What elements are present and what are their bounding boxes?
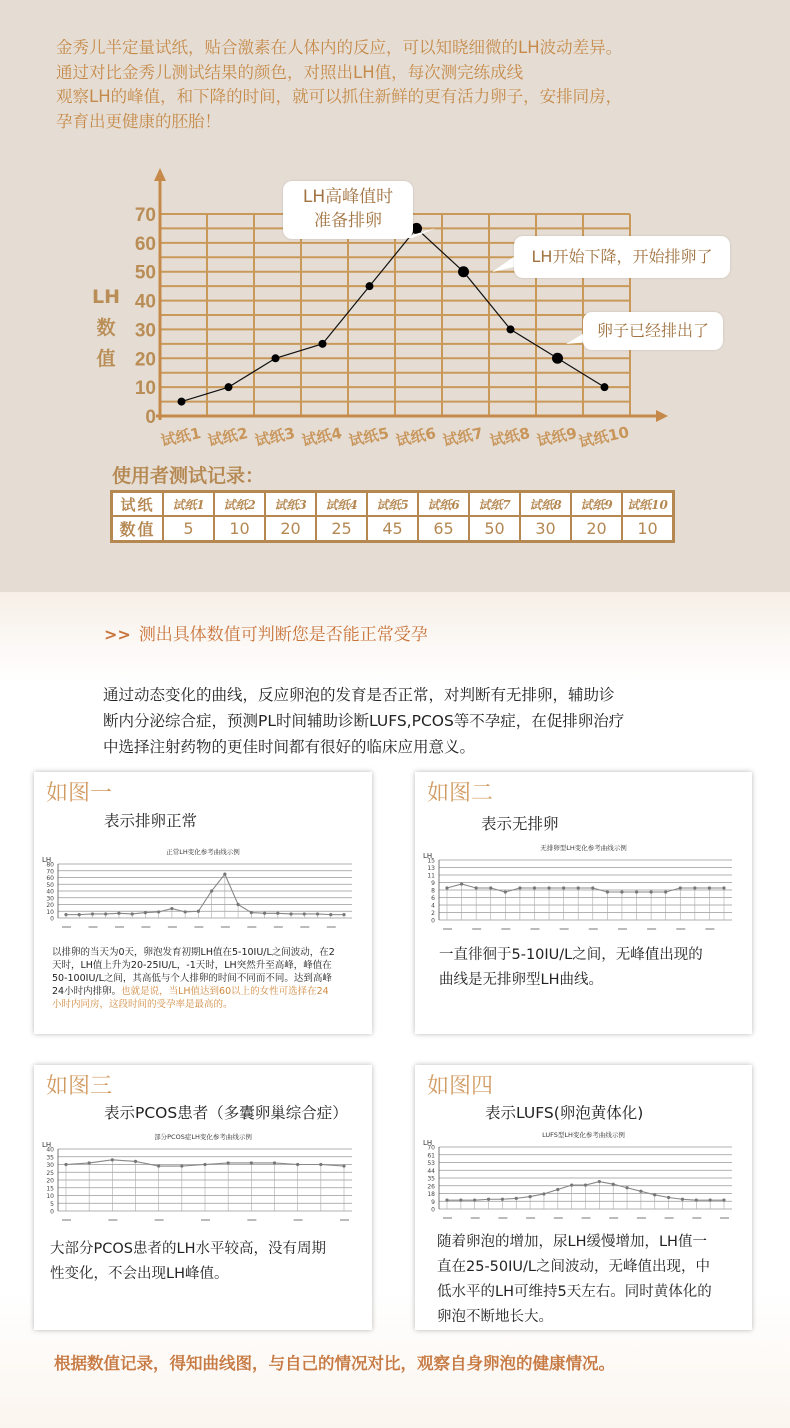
mini-x-tick	[443, 1217, 452, 1219]
mini-y-tick: 4	[431, 902, 435, 910]
mini-y-tick: 2	[431, 910, 435, 917]
data-point	[178, 398, 186, 406]
mini-point	[134, 1160, 137, 1163]
mini-y-tick: 30	[46, 1162, 54, 1169]
intro-text	[56, 36, 756, 134]
mini-x-tick	[720, 1217, 729, 1219]
card-lufs	[415, 1065, 752, 1330]
record-cell: 试纸5	[367, 492, 418, 516]
record-row-label: 试纸	[112, 492, 163, 516]
mini-point	[695, 1199, 698, 1202]
mini-point	[296, 1163, 299, 1166]
mini-x-tick	[141, 926, 150, 928]
mini-point	[722, 886, 725, 889]
card-text: 随着卵泡的增加，尿LH缓慢增加，LH值一 直在25-50IU/L之间波动，无峰值出现，中 低水平的LH可维持5天左右。同时黄体化的 卵泡不断地长大。	[437, 1234, 712, 1325]
x-axis-arrow	[656, 410, 668, 422]
mini-y-tick: 0	[431, 917, 435, 925]
y-tick-label: 0	[145, 407, 156, 428]
mini-x-tick	[705, 928, 714, 930]
data-point	[601, 383, 609, 391]
x-tick-label: 试纸10	[577, 422, 631, 452]
mini-x-tick	[676, 928, 685, 930]
mini-point	[529, 1195, 532, 1198]
intro-line: 通过对比金秀儿测试结果的颜色，对照出LH值，每次测完练成线	[56, 62, 524, 82]
mini-x-tick	[665, 1217, 674, 1219]
mini-point	[533, 886, 536, 889]
mini-point	[316, 912, 319, 915]
mini-point	[236, 903, 239, 906]
mini-point	[227, 1161, 230, 1164]
highlight-text: 小时内同房，这段时间的受孕率是最高的。	[52, 999, 233, 1010]
mini-point	[197, 910, 200, 913]
card-no-ovulation	[415, 772, 752, 1034]
mini-point	[445, 1199, 448, 1202]
record-value: 45	[367, 516, 418, 541]
mini-x-tick	[108, 1219, 117, 1221]
mini-x-tick	[609, 1217, 618, 1219]
mini-point	[547, 886, 550, 889]
mini-y-tick: 26	[427, 1183, 435, 1191]
mini-point	[250, 911, 253, 914]
intro-line: 金秀儿半定量试纸，贴合激素在人体内的反应，可以知晓细微的LH波动差异。	[56, 38, 623, 57]
mini-y-tick: 18	[427, 1191, 435, 1198]
mini-x-tick	[554, 1217, 563, 1219]
mini-x-tick	[498, 1217, 507, 1219]
desc-line: 中选择注射药物的更佳时间都有很好的临床应用意义。	[103, 738, 476, 756]
mini-point	[562, 886, 565, 889]
x-tick-label: 试纸1	[159, 424, 203, 451]
mini-point	[223, 873, 226, 876]
mini-y-tick: 80	[46, 861, 54, 869]
mini-point	[667, 1196, 670, 1199]
record-cell: 试纸1	[163, 492, 214, 516]
y-tick-label: 20	[134, 349, 156, 371]
footer-text: 根据数值记录，得知曲线图，与自己的情况对比，观察自身卵泡的健康情况。	[54, 1354, 615, 1373]
record-table	[110, 490, 675, 543]
record-value: 10	[622, 516, 673, 541]
x-tick-label: 试纸7	[441, 424, 485, 451]
mini-x-tick	[88, 926, 97, 928]
mini-y-tick: 15	[46, 1185, 54, 1193]
mini-chart-title: 无排卵型LH变化参考曲线示例	[540, 844, 627, 852]
mini-y-tick: 11	[427, 872, 435, 880]
desc-line: 通过动态变化的曲线，反应卵泡的发育是否正常，对判断有无排卵，辅助诊	[103, 686, 615, 704]
y-axis-arrow	[154, 168, 166, 181]
record-cell: 试纸9	[571, 492, 622, 516]
mini-x-tick	[340, 1219, 349, 1221]
mini-point	[577, 886, 580, 889]
mini-point	[210, 889, 213, 892]
mini-point	[606, 890, 609, 893]
mini-x-tick	[637, 1217, 646, 1219]
mini-point	[591, 886, 594, 889]
data-point	[319, 340, 327, 348]
mini-y-tick: 20	[46, 902, 54, 909]
mini-point	[117, 912, 120, 915]
mini-point	[487, 1198, 490, 1201]
mini-point	[518, 886, 521, 889]
y-axis-label: LH 数 值	[91, 286, 120, 370]
mini-y-tick: 9	[431, 880, 435, 887]
card-pcos	[34, 1065, 372, 1330]
mini-point	[475, 886, 478, 889]
mini-y-tick: 9	[431, 1198, 435, 1206]
mini-x-tick	[472, 928, 481, 930]
desc-line: 断内分泌综合症，预测PL时间辅助诊断LUFS,PCOS等不孕症，在促排卵治疗	[103, 712, 625, 730]
annotation-peak: LH高峰值时 准备排卵	[283, 181, 413, 239]
mini-point	[276, 912, 279, 915]
card-text: 大部分PCOS患者的LH水平较高，没有周期 性变化，不会出现LH峰值。	[50, 1241, 326, 1282]
mini-point	[504, 890, 507, 893]
mini-y-tick: 61	[427, 1152, 435, 1160]
x-tick-label: 试纸2	[206, 424, 250, 451]
mini-y-tick: 8	[431, 887, 435, 895]
mini-y-tick: 15	[427, 857, 435, 865]
mini-x-tick	[471, 1217, 480, 1219]
mini-y-tick: 35	[46, 1154, 54, 1162]
mini-x-tick	[62, 926, 71, 928]
data-point	[272, 354, 280, 362]
card-subtitle: 表示LUFS(卵泡黄体化)	[485, 1104, 644, 1122]
mini-y-tick: 44	[427, 1167, 435, 1175]
mini-y-tick: 70	[427, 1144, 435, 1152]
record-value: 50	[469, 516, 520, 541]
record-cell: 试纸4	[316, 492, 367, 516]
record-row-values	[112, 516, 673, 541]
mini-chart	[34, 844, 372, 940]
mini-chart-title: 部分PCOS症LH变化参考曲线示例	[154, 1133, 252, 1141]
x-tick-label: 试纸3	[253, 424, 297, 451]
mini-series-line	[66, 874, 344, 915]
mini-y-tick: 25	[46, 1169, 54, 1177]
mini-point	[131, 912, 134, 915]
mini-point	[620, 890, 623, 893]
mini-point	[501, 1198, 504, 1201]
mini-x-tick	[274, 926, 283, 928]
record-row-label: 数值	[112, 516, 163, 541]
mini-point	[157, 1164, 160, 1167]
mini-x-tick	[560, 928, 569, 930]
mini-y-tick: 0	[431, 1206, 435, 1214]
mini-point	[184, 910, 187, 913]
mini-point	[445, 886, 448, 889]
mini-y-tick: 60	[46, 875, 54, 882]
intro-line: 观察LH的峰值，和下降的时间，就可以抓住新鲜的更有活力卵子，安排同房，	[56, 87, 623, 106]
mini-point	[650, 890, 653, 893]
mini-y-tick: 0	[50, 915, 54, 923]
mini-x-tick	[618, 928, 627, 930]
card-text: 一直徘徊于5-10IU/L之间，无峰值出现的 曲线是无排卵型LH曲线。	[439, 947, 703, 988]
mini-point	[489, 886, 492, 889]
mini-x-tick	[247, 926, 256, 928]
x-tick-label: 试纸8	[488, 424, 532, 451]
mini-y-label: LH	[423, 1139, 433, 1147]
mini-point	[180, 1164, 183, 1167]
mini-y-tick: 10	[46, 908, 54, 916]
mini-point	[722, 1199, 725, 1202]
mini-y-label: LH	[42, 1141, 52, 1149]
record-cell: 试纸7	[469, 492, 520, 516]
mini-x-tick	[300, 926, 309, 928]
data-point	[366, 282, 374, 290]
mini-point	[542, 1192, 545, 1195]
mini-point	[329, 913, 332, 916]
mini-x-tick	[692, 1217, 701, 1219]
mini-chart-title: LUFS型LH变化参考曲线示例	[542, 1131, 625, 1139]
mini-y-tick: 35	[427, 1175, 435, 1183]
record-value: 5	[163, 516, 214, 541]
mini-x-tick	[115, 926, 124, 928]
mini-point	[679, 886, 682, 889]
mini-point	[319, 1163, 322, 1166]
card-subtitle: 表示排卵正常	[104, 812, 198, 830]
x-tick-label: 试纸6	[394, 424, 438, 451]
mini-point	[708, 886, 711, 889]
section-title-text: 测出具体数值可判断您是否能正常受孕	[138, 625, 428, 645]
mini-point	[556, 1188, 559, 1191]
mini-point	[144, 911, 147, 914]
mini-point	[111, 1158, 114, 1161]
card-title: 如图三	[46, 1074, 113, 1099]
mini-x-tick	[443, 928, 452, 930]
double-arrow-icon: >>	[104, 625, 131, 644]
mini-x-tick	[327, 926, 336, 928]
x-tick-label: 试纸5	[347, 424, 391, 451]
record-cell: 试纸8	[520, 492, 571, 516]
record-value: 20	[571, 516, 622, 541]
card-subtitle: 表示无排卵	[481, 815, 559, 833]
y-tick-label: 40	[134, 291, 156, 313]
mini-y-tick: 10	[46, 1193, 54, 1200]
y-tick-label: 10	[134, 378, 156, 400]
mini-x-tick	[526, 1217, 535, 1219]
annotation-decline: LH开始下降，开始排卵了	[514, 236, 730, 278]
mini-point	[78, 913, 81, 916]
card-subtitle: 表示PCOS患者（多囊卵巢综合症）	[104, 1104, 348, 1122]
mini-point	[64, 913, 67, 916]
mini-point	[515, 1197, 518, 1200]
mini-y-tick: 6	[431, 895, 435, 902]
mini-y-tick: 53	[427, 1160, 435, 1167]
mini-x-tick	[168, 926, 177, 928]
card-text: 以排卵的当天为0天，卵泡发育初期LH值在5-10IU/L之间波动，在2 天时，LH值上升为20-25IU/L，-1天时，LH突然升至高峰，峰值在 50-100IU/L之间，其高低与个人排卵的时间不同而不同。达到高峰 24小时内排卵。也就是说，当LH值达到60以上的女性可选择在24 小时内同房，这段时间的受孕率是最高的。	[52, 947, 335, 1010]
mini-point	[584, 1183, 587, 1186]
mini-point	[342, 913, 345, 916]
data-point	[507, 325, 515, 333]
mini-point	[91, 912, 94, 915]
mini-point	[157, 910, 160, 913]
record-value: 25	[316, 516, 367, 541]
mini-x-tick	[501, 928, 510, 930]
mini-point	[88, 1161, 91, 1164]
mini-point	[64, 1163, 67, 1166]
mini-point	[693, 886, 696, 889]
mini-point	[612, 1183, 615, 1186]
card-title: 如图一	[46, 781, 113, 806]
intro-line: 孕育出更健康的胚胎！	[56, 111, 221, 131]
mini-point	[342, 1164, 345, 1167]
mini-point	[263, 912, 266, 915]
mini-point	[570, 1183, 573, 1186]
mini-x-tick	[201, 1219, 210, 1221]
record-title: 使用者测试记录：	[112, 465, 265, 487]
mini-point	[639, 1190, 642, 1193]
mini-x-tick	[294, 1219, 303, 1221]
mini-point	[170, 907, 173, 910]
mini-point	[625, 1186, 628, 1189]
record-value: 30	[520, 516, 571, 541]
mini-point	[289, 912, 292, 915]
mini-x-tick	[589, 928, 598, 930]
mini-x-tick	[530, 928, 539, 930]
mini-point	[303, 912, 306, 915]
mini-point	[681, 1198, 684, 1201]
mini-point	[460, 882, 463, 885]
data-point	[225, 383, 233, 391]
section-description	[103, 682, 733, 760]
x-tick-label: 试纸9	[535, 424, 579, 451]
mini-y-tick: 40	[46, 888, 54, 896]
mini-chart-title: 正常LH变化参考曲线示例	[166, 848, 240, 856]
mini-x-tick	[247, 1219, 256, 1221]
mini-point	[459, 1199, 462, 1202]
mini-point	[709, 1199, 712, 1202]
mini-x-tick	[62, 1219, 71, 1221]
mini-y-tick: 20	[46, 1177, 54, 1185]
mini-y-tick: 13	[427, 865, 435, 872]
card-normal-ovulation	[34, 772, 372, 1034]
mini-point	[473, 1199, 476, 1202]
mini-point	[598, 1180, 601, 1183]
mini-series-line	[447, 884, 724, 892]
record-cell: 试纸6	[418, 492, 469, 516]
mini-point	[635, 890, 638, 893]
mini-y-tick: 70	[46, 868, 54, 876]
mini-chart	[415, 1127, 752, 1231]
mini-y-tick: 40	[46, 1146, 54, 1154]
record-cell: 试纸2	[214, 492, 265, 516]
mini-y-tick: 5	[50, 1200, 54, 1208]
mini-point	[203, 1163, 206, 1166]
y-tick-label: 30	[134, 320, 156, 342]
mini-point	[273, 1161, 276, 1164]
y-tick-label: 50	[134, 262, 156, 284]
record-value: 20	[265, 516, 316, 541]
mini-x-tick	[647, 928, 656, 930]
mini-y-label: LH	[423, 852, 433, 860]
record-value: 10	[214, 516, 265, 541]
mini-x-tick	[155, 1219, 164, 1221]
mini-point	[104, 912, 107, 915]
mini-x-tick	[221, 926, 230, 928]
annotation-released: 卵子已经排出了	[583, 312, 723, 350]
mini-chart	[34, 1129, 372, 1233]
section-title	[104, 620, 428, 645]
mini-y-label: LH	[42, 856, 52, 864]
mini-y-tick: 30	[46, 895, 54, 903]
data-point	[552, 353, 563, 364]
record-cell: 试纸10	[622, 492, 673, 516]
record-value: 65	[418, 516, 469, 541]
record-cell: 试纸3	[265, 492, 316, 516]
mini-chart	[415, 840, 752, 942]
mini-point	[653, 1193, 656, 1196]
mini-x-tick	[582, 1217, 591, 1219]
card-title: 如图二	[427, 781, 494, 806]
x-tick-label: 试纸4	[300, 424, 344, 451]
record-row-strips	[112, 492, 673, 516]
mini-y-tick: 50	[46, 881, 54, 889]
data-point	[458, 266, 469, 277]
card-title: 如图四	[427, 1074, 494, 1099]
mini-x-tick	[194, 926, 203, 928]
y-tick-label: 60	[134, 233, 156, 255]
highlight-text: 也就是说，当LH值达到60以上的女性可选择在24	[121, 986, 329, 997]
mini-y-tick: 0	[50, 1208, 54, 1216]
y-tick-label: 70	[134, 205, 156, 226]
mini-point	[664, 890, 667, 893]
mini-point	[250, 1161, 253, 1164]
